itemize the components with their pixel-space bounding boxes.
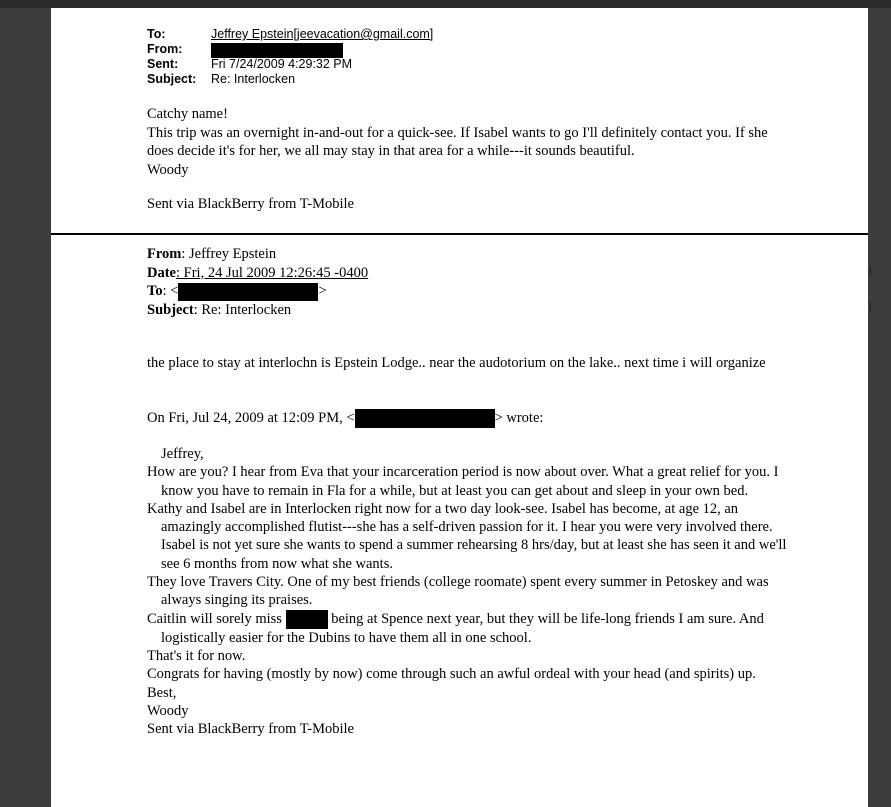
email2-message: the place to stay at interlochn is Epstein Lodge.. near the audotorium on the lake.. next time i will organize — [147, 355, 766, 371]
quoted-signature: Sent via BlackBerry from T-Mobile — [147, 721, 354, 738]
email2-date-row — [147, 264, 368, 283]
email1-subject-row — [147, 72, 433, 87]
email1-from-row — [147, 42, 433, 57]
email1-body-paragraph: This trip was an overnight in-and-out for a quick-see. If Isabel wants to go I'll definitely contact you. If she does decide it's for her, we all may stay in that area for a while---it sounds beautiful. — [147, 124, 768, 159]
viewer-right-gutter — [868, 8, 891, 807]
quote-attribution — [147, 409, 543, 428]
quoted-name: Woody — [147, 703, 189, 720]
quoted-paragraph: That's it for now. — [147, 648, 246, 665]
redaction-box — [211, 43, 343, 58]
quoted-paragraph: How are you? I hear from Eva that your incarceration period is now about over. What a great relief for you. I know you have to remain in Fla for a while, but at least you can get about and sleep in your own bed. — [147, 464, 779, 499]
quoted-closing: Best, — [147, 684, 177, 701]
email2-from-row — [147, 245, 368, 264]
email1-to-row — [147, 27, 433, 42]
email1-to-label: To: — [147, 27, 166, 41]
redaction-box — [178, 283, 318, 301]
quoted-paragraph — [147, 610, 787, 647]
email2-subject-row — [147, 301, 368, 320]
email1-subject-value: Re: Interlocken — [211, 72, 296, 86]
email1-body-line: Catchy name! — [147, 106, 228, 122]
email1-header — [147, 27, 433, 87]
document-page — [51, 8, 872, 807]
email1-to-value[interactable]: Jeffrey Epstein[jeevacation@gmail.com] — [211, 27, 434, 41]
email1-sent-row — [147, 57, 433, 72]
quote-attribution-prefix: On Fri, Jul 24, 2009 at 12:09 PM, < — [147, 410, 355, 426]
email2-to-label: To — [147, 283, 163, 299]
email1-sent-value: Fri 7/24/2009 4:29:32 PM — [211, 57, 353, 71]
email1-sent-label: Sent: — [147, 57, 179, 71]
email1-subject-label: Subject: — [147, 72, 197, 86]
email1-body — [147, 105, 787, 214]
viewer-left-gutter — [0, 8, 51, 807]
quoted-greeting: Jeffrey, — [161, 446, 204, 462]
email1-from-label: From: — [147, 42, 183, 56]
quoted-paragraph: Congrats for having (mostly by now) come through such an awful ordeal with your head (and spirits) up. — [147, 666, 756, 683]
email2-to-suffix: > — [318, 283, 327, 299]
redaction-box — [355, 409, 495, 428]
email1-signature: Sent via BlackBerry from T-Mobile — [147, 196, 354, 212]
margin-marker: | — [869, 300, 872, 312]
email2-from-label: From — [147, 246, 182, 262]
margin-marker: | — [869, 264, 872, 276]
quoted-paragraph: Kathy and Isabel are in Interlocken right now for a two day look-see. Isabel has become, at age 12, an amazingly accomplished flutist---she has a self-driven passion for it. I hear you were very involved there. Isabel is not yet sure she wants to spend a summer rehearsing 8 hrs/day, but at least she has seen it and we'll see 6 months from now what she wants. — [147, 500, 787, 572]
email2-date-label: Date — [147, 264, 176, 281]
quoted-paragraph: They love Travers City. One of my best friends (college roomate) spent every summer in Petoskey and was always singing its praises. — [147, 574, 769, 609]
email2-from-value: : Jeffrey Epstein — [181, 246, 277, 262]
email2-subject-label: Subject — [147, 301, 194, 318]
email2-to-row — [147, 282, 368, 301]
email2-subject-value: : Re: Interlocken — [193, 301, 292, 318]
quoted-message — [147, 445, 787, 739]
email2-header — [147, 245, 368, 319]
quote-attribution-suffix: > wrote: — [494, 410, 544, 426]
quoted-p4-after: being at Spence next year, but they will be life-long friends I am sure. And logistically easier for the Dubins to have them all in one school. — [161, 610, 764, 646]
email2-to-prefix: : < — [162, 283, 179, 299]
email2-date-value: : Fri, 24 Jul 2009 12:26:45 -0400 — [176, 264, 369, 281]
email-divider — [51, 233, 868, 235]
viewer-top-bar — [0, 0, 891, 8]
redaction-box — [286, 610, 328, 629]
email1-body-signoff: Woody — [147, 161, 189, 178]
quoted-p4-before: Caitlin will sorely miss — [147, 610, 286, 627]
